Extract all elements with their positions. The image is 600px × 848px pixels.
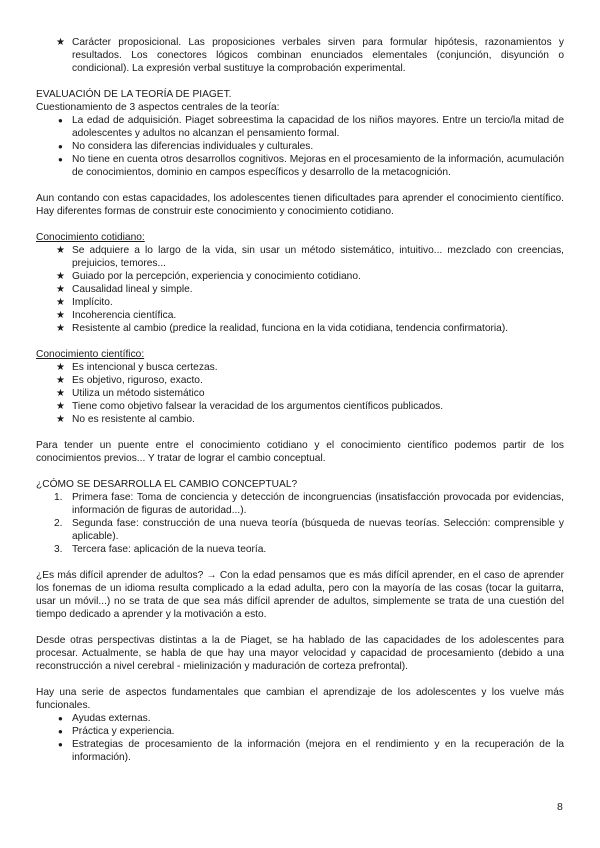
list-number: 3. [54,544,63,555]
cambio-list [36,491,564,556]
star-bullet-icon: ★ [56,362,65,373]
list-number: 2. [54,518,63,529]
list-item: 2. Segunda fase: construcción de una nueva teoría (búsqueda de nuevas teorías. Selección: comprensible y aplicable). [54,518,564,542]
list-item: ★ Causalidad lineal y simple. [56,284,193,295]
list-number: 1. [54,492,63,503]
list-item: ● Ayudas externas. [58,713,151,724]
section-title-cotidiano: Conocimiento cotidiano: [36,232,145,243]
star-bullet-icon: ★ [56,297,65,308]
star-bullet-icon: ★ [56,271,65,282]
list-item: ★ Carácter proposicional. Las proposiciones verbales sirven para formular hipótesis, razonamientos y resultados. Los conectores lógicos combinan enunciados elementales (conjunción, disyunción o condicional). La expresión verbal sustituye la comprobación experimental. [56,37,564,74]
bullet-icon: ● [58,714,63,723]
star-bullet-icon: ★ [56,414,65,425]
star-bullet-icon: ★ [56,388,65,399]
paragraph: Desde otras perspectivas distintas a la de Piaget, se ha hablado de las capacidades de los adolescentes para procesar. Actualmente, se habla de que hay una mayor velocidad y capacidad de procesamiento (debido a una reconstrucción a nivel cerebral - mielinización y maduración de corteza prefrontal). [36,635,564,672]
star-bullet-icon: ★ [56,284,65,295]
star-bullet-icon: ★ [56,323,65,334]
cotidiano-list [36,244,564,335]
section-title-piaget: EVALUACIÓN DE LA TEORÍA DE PIAGET. [36,89,232,100]
paragraph: Hay una serie de aspectos fundamentales que cambian el aprendizaje de los adolescentes y los vuelve más funcionales. [36,687,564,711]
bullet-icon: ● [58,727,63,736]
intro-list [36,36,564,75]
bullet-icon: ● [58,155,63,164]
cientifico-list [36,361,564,426]
list-item: ● La edad de adquisición. Piaget sobreestima la capacidad de los niños mayores. Entre un tercio/la mitad de adolescentes y adultos no alcanzan el pensamiento formal. [58,115,564,139]
star-bullet-icon: ★ [56,310,65,321]
list-item: ★ Incoherencia científica. [56,310,177,321]
list-item: ● No tiene en cuenta otros desarrollos cognitivos. Mejoras en el procesamiento de la información, acumulación de conocimientos, dominio en campos específicos y desarrollo de la metacognición. [58,154,564,178]
list-item: ★ No es resistente al cambio. [56,414,195,425]
list-item: ★ Tiene como objetivo falsear la veracidad de los argumentos científicos publicados. [56,401,444,412]
list-item: ★ Resistente al cambio (predice la realidad, funciona en la vida cotidiana, tendencia confirmatoria). [56,323,509,334]
paragraph: Aun contando con estas capacidades, los adolescentes tienen dificultades para aprender el conocimiento científico. Hay diferentes formas de construir este conocimiento y conocimiento cotidiano. [36,193,564,217]
aspectos-list [36,712,564,764]
list-item: ● No considera las diferencias individuales y culturales. [58,141,314,152]
list-item: ● Estrategias de procesamiento de la información (mejora en el rendimiento y en la recuperación de la información). [58,739,564,763]
list-item: 1. Primera fase: Toma de conciencia y detección de incongruencias (insatisfacción provocada por evidencias, información de figuras de autoridad...). [54,492,564,516]
star-bullet-icon: ★ [56,375,65,386]
star-bullet-icon: ★ [56,245,65,256]
paragraph: Para tender un puente entre el conocimiento cotidiano y el conocimiento científico podemos partir de los conocimientos previos... Y tratar de lograr el cambio conceptual. [36,440,564,464]
list-item: ★ Es intencional y busca certezas. [56,362,218,373]
section-subtitle-piaget: Cuestionamiento de 3 aspectos centrales de la teoría: [36,102,280,113]
paragraph: ¿Es más difícil aprender de adultos? → Con la edad pensamos que es más difícil aprender, en el caso de aprender los fonemas de un idioma resulta complicado a la edad adulta, pero con la mayoría de las cosas (tocar la guitarra, usar un móvil...) no se trata de que sea más difícil aprender de adultos, simplemente se trata de una cuestión del tiempo dedicado a aprender y la motivación a esto. [36,570,564,620]
section-title-cientifico: Conocimiento científico: [36,349,145,360]
bullet-icon: ● [58,142,63,151]
list-item: ★ Guiado por la percepción, experiencia y conocimiento cotidiano. [56,271,361,282]
section-title-cambio: ¿CÓMO SE DESARROLLA EL CAMBIO CONCEPTUAL? [36,479,298,490]
list-item: ★ Utiliza un método sistemático [56,388,205,399]
star-bullet-icon: ★ [56,37,65,48]
document-page [36,36,564,764]
list-item: 3. Tercera fase: aplicación de la nueva teoría. [54,544,267,555]
list-item: ★ Es objetivo, riguroso, exacto. [56,375,203,386]
piaget-list [36,114,564,179]
bullet-icon: ● [58,740,63,749]
bullet-icon: ● [58,116,63,125]
list-item: ● Práctica y experiencia. [58,726,175,737]
list-item: ★ Se adquiere a lo largo de la vida, sin usar un método sistemático, intuitivo... mezclado con creencias, prejuicios, temores... [56,245,564,269]
page-number: 8 [557,801,563,813]
list-item: ★ Implícito. [56,297,113,308]
star-bullet-icon: ★ [56,401,65,412]
